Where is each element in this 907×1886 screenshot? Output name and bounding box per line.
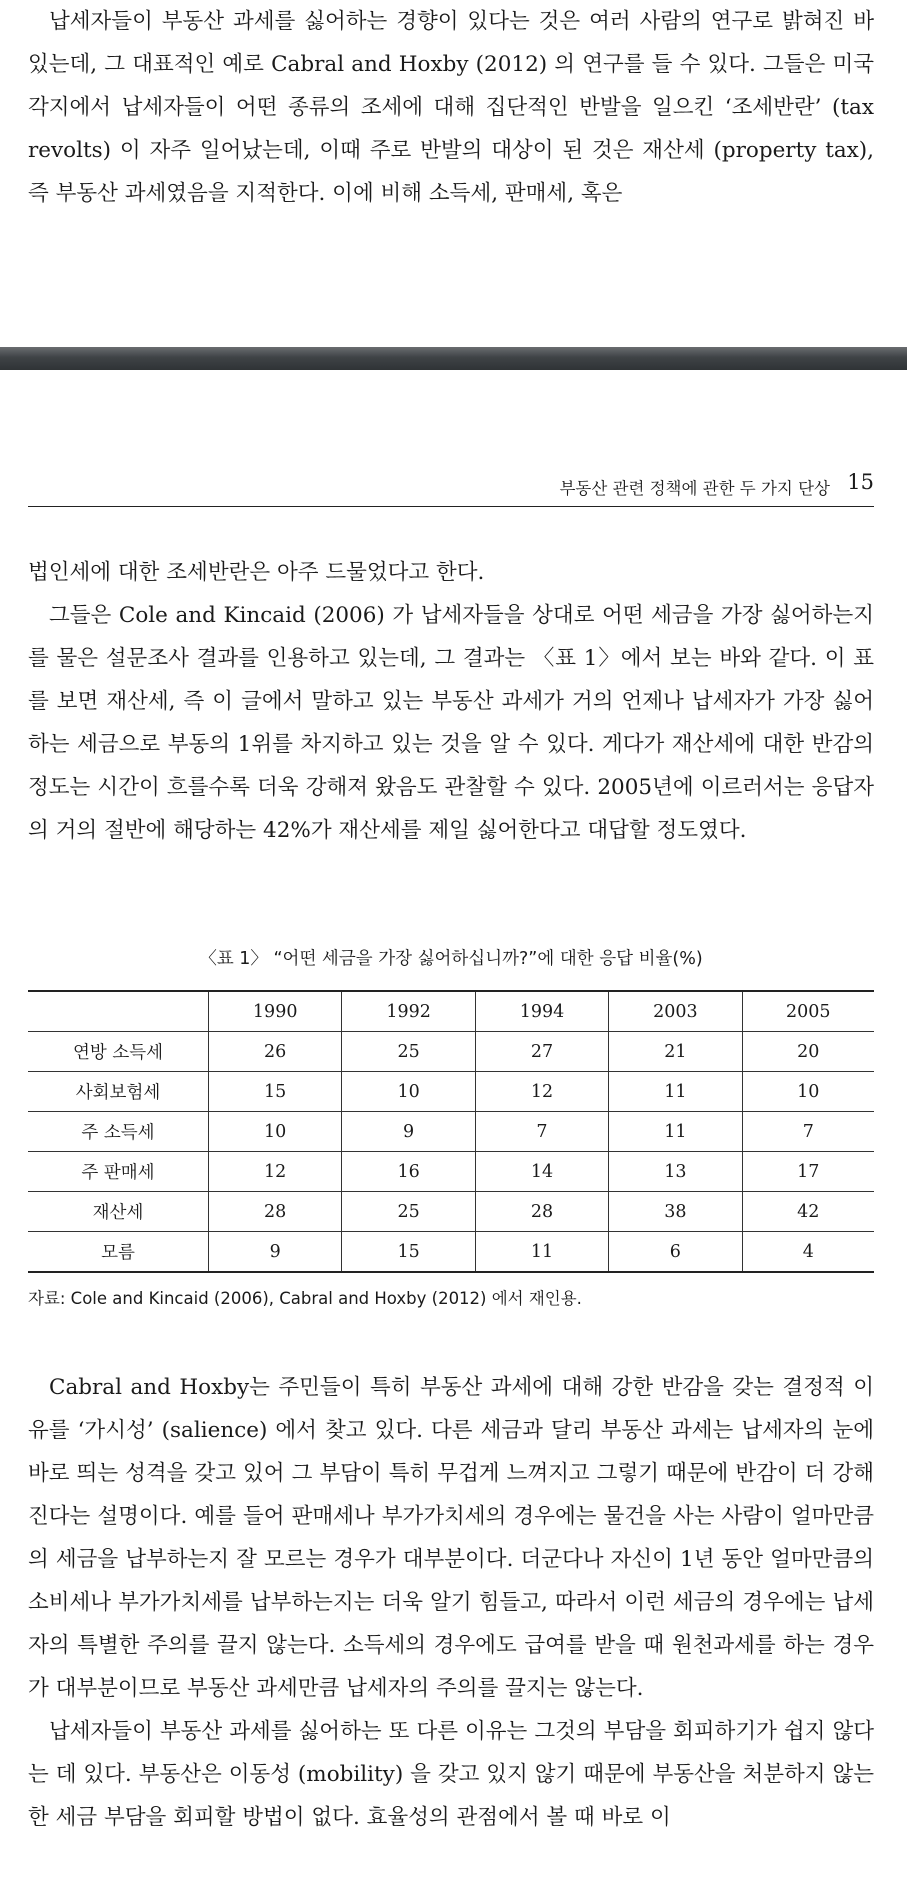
table-row xyxy=(28,1192,874,1232)
header-cell: 2003 xyxy=(609,991,742,1032)
row-label: 주 소득세 xyxy=(28,1112,209,1152)
table-cell: 9 xyxy=(209,1232,342,1273)
table-cell: 6 xyxy=(609,1232,742,1273)
running-head-title: 부동산 관련 정책에 관한 두 가지 단상 xyxy=(559,479,830,498)
table-cell: 15 xyxy=(209,1072,342,1112)
row-label: 모름 xyxy=(28,1232,209,1273)
table-cell: 9 xyxy=(342,1112,475,1152)
table-cell: 25 xyxy=(342,1032,475,1072)
table-row xyxy=(28,1232,874,1273)
table-cell: 17 xyxy=(742,1152,874,1192)
table-cell: 15 xyxy=(342,1232,475,1273)
body-text-before-table xyxy=(28,551,874,852)
table-cell: 38 xyxy=(609,1192,742,1232)
row-label: 주 판매세 xyxy=(28,1152,209,1192)
row-label: 재산세 xyxy=(28,1192,209,1232)
table-cell: 21 xyxy=(609,1032,742,1072)
table-cell: 27 xyxy=(475,1032,608,1072)
table-cell: 25 xyxy=(342,1192,475,1232)
table-cell: 10 xyxy=(209,1112,342,1152)
tax-dislike-table xyxy=(28,990,874,1273)
table-cell: 20 xyxy=(742,1032,874,1072)
table-cell: 42 xyxy=(742,1192,874,1232)
header-cell: 1990 xyxy=(209,991,342,1032)
table-cell: 26 xyxy=(209,1032,342,1072)
row-label: 사회보험세 xyxy=(28,1072,209,1112)
table-row xyxy=(28,1032,874,1072)
table-cell: 11 xyxy=(609,1112,742,1152)
page-number: 15 xyxy=(847,470,874,494)
table-header-row xyxy=(28,991,874,1032)
table-row xyxy=(28,1112,874,1152)
table-cell: 14 xyxy=(475,1152,608,1192)
page-divider xyxy=(0,347,907,370)
table-cell: 10 xyxy=(342,1072,475,1112)
table-row xyxy=(28,1072,874,1112)
table-cell: 13 xyxy=(609,1152,742,1192)
header-cell: 2005 xyxy=(742,991,874,1032)
table-cell: 10 xyxy=(742,1072,874,1112)
paragraph: 납세자들이 부동산 과세를 싫어하는 또 다른 이유는 그것의 부담을 회피하기가 쉽지 않다는 데 있다. 부동산은 이동성 (mobility) 을 갖고 있지 않기 때문에 부동산을 처분하지 않는 한 세금 부담을 회피할 방법이 없다. 효율성의 관점에서 볼 때 바로 이 xyxy=(28,1719,874,1830)
header-cell: 1994 xyxy=(475,991,608,1032)
row-label: 연방 소득세 xyxy=(28,1032,209,1072)
table-caption: 〈표 1〉 “어떤 세금을 가장 싫어하십니까?”에 대한 응답 비율(%) xyxy=(199,949,703,969)
table-cell: 7 xyxy=(475,1112,608,1152)
table-row xyxy=(28,1152,874,1192)
paragraph: 그들은 Cole and Kincaid (2006) 가 납세자들을 상대로 어떤 세금을 가장 싫어하는지를 물은 설문조사 결과를 인용하고 있는데, 그 결과는 〈표 1〉에서 보는 바와 같다. 이 표를 보면 재산세, 즉 이 글에서 말하고 있는 부동산 과세가 거의 언제나 납세자가 가장 싫어하는 세금으로 부동의 1위를 차지하고 있는 것을 알 수 있다. 게다가 재산세에 대한 반감의 정도는 시간이 흐를수록 더욱 강해져 왔음도 관찰할 수 있다. 2005년에 이르러서는 응답자의 거의 절반에 해당하는 42%가 재산세를 제일 싫어한다고 대답할 정도였다. xyxy=(28,603,874,843)
table-source-note: 자료: Cole and Kincaid (2006), Cabral and Hoxby (2012) 에서 재인용. xyxy=(28,1289,582,1308)
table-cell: 12 xyxy=(209,1152,342,1192)
table-cell: 28 xyxy=(475,1192,608,1232)
paragraph-top: 납세자들이 부동산 과세를 싫어하는 경향이 있다는 것은 여러 사람의 연구로 밝혀진 바 있는데, 그 대표적인 예로 Cabral and Hoxby (2012) 의 연구를 들 수 있다. 그들은 미국 각지에서 납세자들이 어떤 종류의 조세에 대해 집단적인 반발을 일으킨 ‘조세반란’ (tax revolts) 이 자주 일어났는데, 이때 주로 반발의 대상이 된 것은 재산세 (property tax), 즉 부동산 과세였음을 지적한다. 이에 비해 소득세, 판매세, 혹은 xyxy=(28,9,874,206)
table-cell: 7 xyxy=(742,1112,874,1152)
table-cell: 4 xyxy=(742,1232,874,1273)
table-cell: 12 xyxy=(475,1072,608,1112)
table-cell: 11 xyxy=(609,1072,742,1112)
header-cell: 1992 xyxy=(342,991,475,1032)
table-cell: 11 xyxy=(475,1232,608,1273)
table-cell: 28 xyxy=(209,1192,342,1232)
header-cell xyxy=(28,991,209,1032)
paragraph: 법인세에 대한 조세반란은 아주 드물었다고 한다. xyxy=(28,560,485,585)
table-cell: 16 xyxy=(342,1152,475,1192)
body-text-after-table xyxy=(28,1366,874,1839)
running-head xyxy=(28,466,874,507)
paragraph: Cabral and Hoxby는 주민들이 특히 부동산 과세에 대해 강한 반감을 갖는 결정적 이유를 ‘가시성’ (salience) 에서 찾고 있다. 다른 세금과 달리 부동산 과세는 납세자의 눈에 바로 띄는 성격을 갖고 있어 그 부담이 특히 무겁게 느껴지고 그렇기 때문에 반감이 더 강해진다는 설명이다. 예를 들어 판매세나 부가가치세의 경우에는 물건을 사는 사람이 얼마만큼의 세금을 납부하는지 잘 모르는 경우가 대부분이다. 더군다나 자신이 1년 동안 얼마만큼의 소비세나 부가가치세를 납부하는지는 더욱 알기 힘들고, 따라서 이런 세금의 경우에는 납세자의 특별한 주의를 끌지 않는다. 소득세의 경우에도 급여를 받을 때 원천과세를 하는 경우가 대부분이므로 부동산 과세만큼 납세자의 주의를 끌지는 않는다. xyxy=(28,1375,874,1701)
